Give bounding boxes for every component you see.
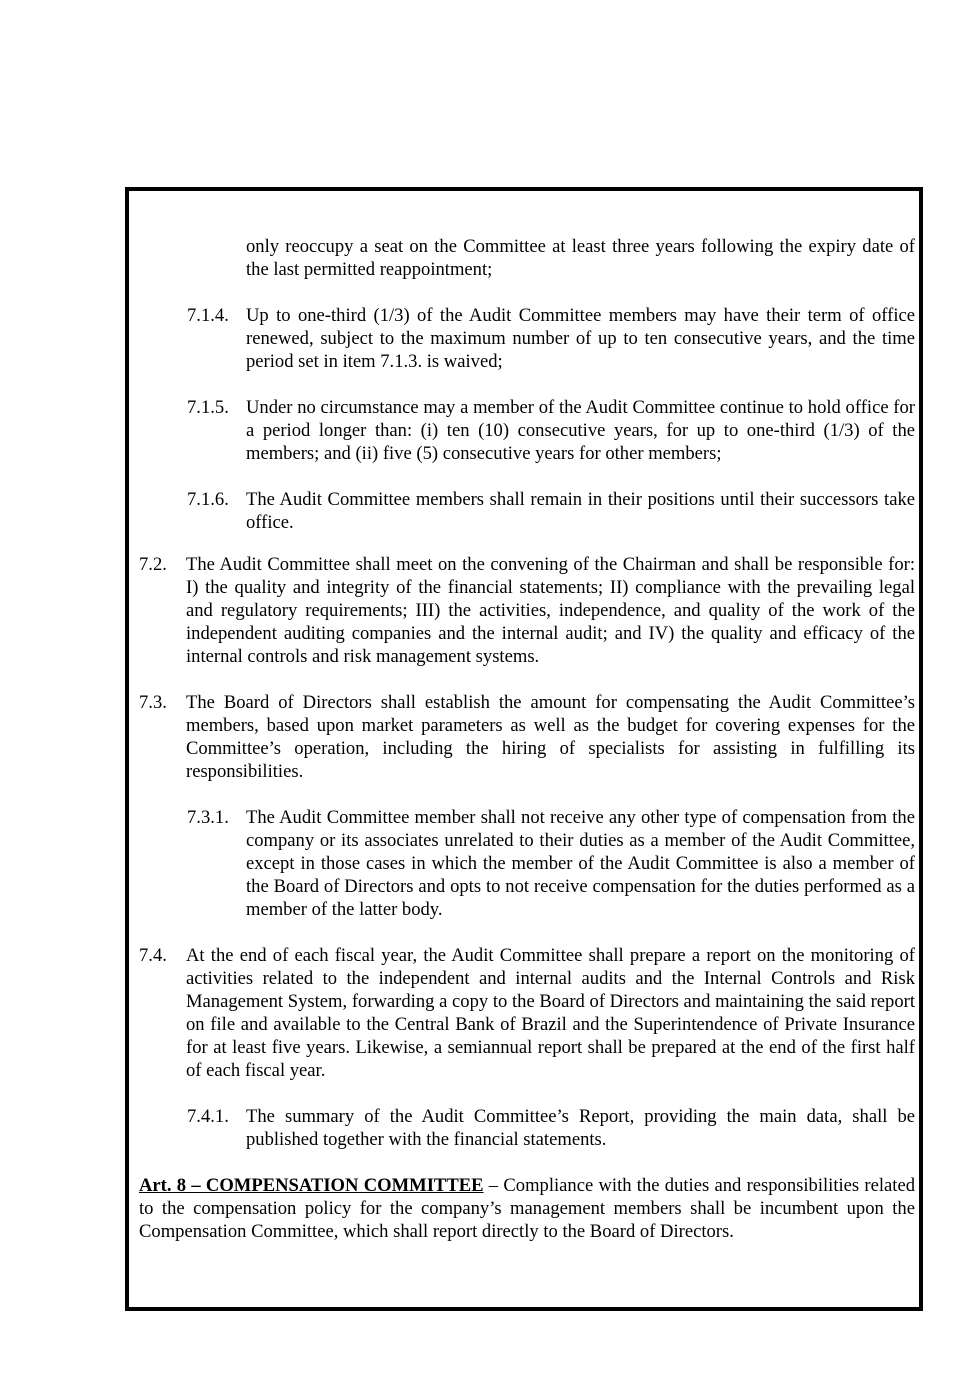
clause-text: The Board of Directors shall establish the amount for compensating the Audit Committee’s members, based upon market parameters as well as the budget for covering expenses for the Committee’s operation, including the hiring of specialists for assisting in fulfilling its responsibilities. bbox=[186, 692, 915, 782]
clause-number: 7.4.1. bbox=[187, 1106, 229, 1127]
clause-number: 7.1.5. bbox=[187, 397, 229, 418]
clause-7-2 bbox=[139, 553, 915, 668]
clause-text: Under no circumstance may a member of the Audit Committee continue to hold office for a period longer than: (i) ten (10) consecutive years, for up to one-third (1/3) of the members; and (ii) five (5) consecutive years for other members; bbox=[246, 397, 915, 464]
clause-number: 7.4. bbox=[139, 945, 167, 966]
clause-number: 7.3. bbox=[139, 692, 167, 713]
clause-number: 7.1.6. bbox=[187, 489, 229, 510]
clause-text: The Audit Committee member shall not receive any other type of compensation from the company or its associates unrelated to their duties as a member of the Audit Committee, except in those cases in which the member of the Audit Committee is also a member of the Board of Directors and opts to not receive compensation for the duties performed as a member of the latter body. bbox=[246, 807, 915, 920]
clause-text: The Audit Committee members shall remain in their positions until their successors take office. bbox=[246, 489, 915, 533]
clause-7-3 bbox=[139, 691, 915, 783]
article-heading: Art. 8 – COMPENSATION COMMITTEE bbox=[139, 1175, 484, 1196]
clause-7-4 bbox=[139, 944, 915, 1082]
document-frame bbox=[125, 187, 923, 1311]
clause-number: 7.3.1. bbox=[187, 807, 229, 828]
clause-text: At the end of each fiscal year, the Audit Committee shall prepare a report on the monitoring of activities related to the independent and internal audits and the Internal Controls and Risk Management System, forwarding a copy to the Board of Directors and maintaining the said report on file and available to the Central Bank of Brazil and the Superintendence of Private Insurance for at least five years. Likewise, a semiannual report shall be prepared at the end of the first half of each fiscal year. bbox=[186, 945, 915, 1081]
clause-text: The summary of the Audit Committee’s Report, providing the main data, shall be published together with the financial statements. bbox=[246, 1106, 915, 1150]
clause-number: 7.2. bbox=[139, 554, 167, 575]
clause-7-1-5 bbox=[139, 396, 915, 465]
article-text: – Compliance with the duties and responsibilities related to the compensation policy for the company’s management members shall be incumbent upon the Compensation Committee, which shall report directly to the Board of Directors. bbox=[139, 1175, 915, 1242]
clause-text: The Audit Committee shall meet on the convening of the Chairman and shall be responsible for: I) the quality and integrity of the financial statements; II) compliance with the prevailing legal and regulatory requirements; III) the activities, independence, and quality of the work of the independent auditing companies and the internal audit; and IV) the quality and efficacy of the internal controls and risk management systems. bbox=[186, 554, 915, 667]
clause-7-1-6 bbox=[139, 488, 915, 534]
clause-number: 7.1.4. bbox=[187, 305, 229, 326]
continuation-text: only reoccupy a seat on the Committee at least three years following the expiry date of the last permitted reappointment; bbox=[246, 236, 915, 280]
clause-7-1-4 bbox=[139, 304, 915, 373]
clause-7-4-1 bbox=[139, 1105, 915, 1151]
clause-text: Up to one-third (1/3) of the Audit Committee members may have their term of office renewed, subject to the maximum number of up to ten consecutive years, and the time period set in item 7.1.3. is waived; bbox=[246, 305, 915, 372]
continuation-paragraph bbox=[139, 235, 915, 281]
article-8-paragraph bbox=[139, 1174, 915, 1243]
document-body bbox=[139, 235, 915, 1243]
clause-7-3-1 bbox=[139, 806, 915, 921]
